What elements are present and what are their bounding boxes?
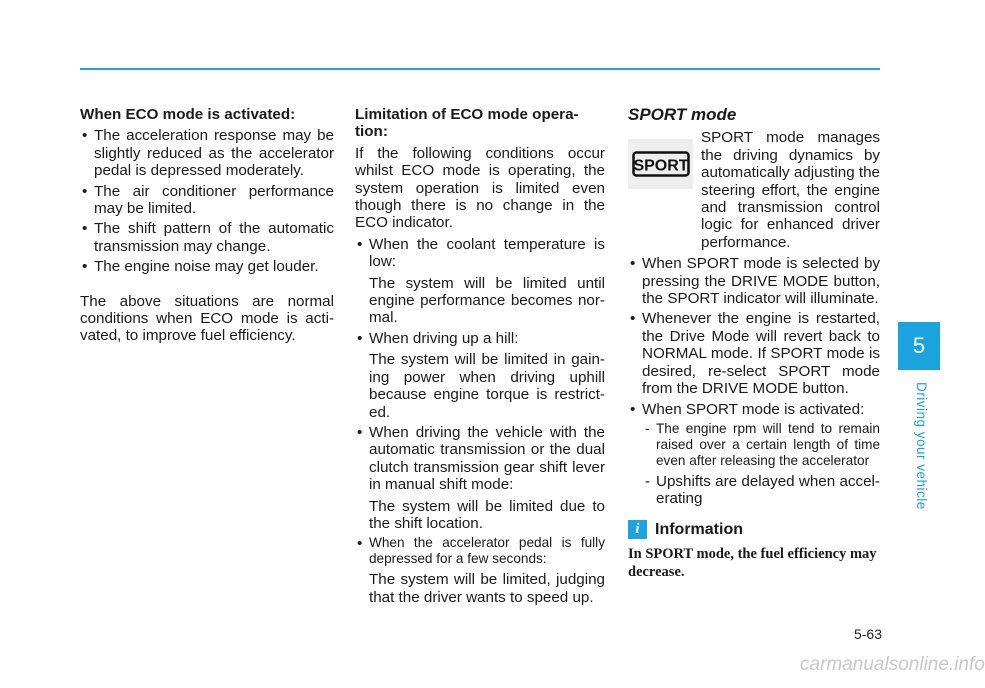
watermark: carmanualsonline.info: [800, 654, 985, 675]
eco-effects-list: [80, 127, 334, 275]
condition-detail: The system will be limited in gain-ing power when driving uphill because engine torque is restrict-ed.: [369, 351, 605, 421]
list-item: • The air conditioner performance may be limited.: [80, 183, 334, 218]
section-heading: When ECO mode is activated:: [80, 106, 296, 123]
sport-intro: SPORT mode manages the driving dynamics by automatically adjusting the steering effort, the engine and transmission control logic for enhanced driver performance.: [701, 129, 880, 251]
list-item: [628, 401, 880, 508]
list-item: [355, 424, 605, 532]
sport-icon-label: SPORT: [632, 157, 689, 175]
list-item: - The engine rpm will tend to remain raised over a certain length of time even after releasing the accelerator: [642, 421, 880, 469]
column-eco-limitation: [355, 106, 605, 609]
list-item: • The shift pattern of the automatic transmission may change.: [80, 220, 334, 255]
condition-detail: The system will be limited until engine performance becomes nor-mal.: [369, 274, 605, 327]
chapter-title: Driving your vehicle: [914, 382, 929, 510]
condition-text: • When the coolant temperature is low:: [369, 235, 605, 271]
list-item: • The engine noise may get louder.: [80, 258, 334, 275]
condition-text: • When driving the vehicle with the automatic transmission or the dual clutch transmission gear shift lever in manual shift mode:: [369, 423, 605, 494]
condition-text: • When the accelerator pedal is fully depressed for a few seconds:: [369, 535, 605, 567]
column-sport-mode: [628, 106, 880, 581]
condition-text: • When driving up a hill:: [369, 329, 519, 347]
eco-note-paragraph: The above situations are normal conditions when ECO mode is acti-vated, to improve fuel efficiency.: [80, 292, 334, 345]
information-label: Information: [655, 520, 743, 538]
list-item: [355, 330, 605, 421]
limitation-intro: If the following conditions occur whilst ECO mode is operating, the system operation is limited even though there is no change in the ECO indicator.: [355, 144, 605, 232]
limitation-list: [355, 236, 605, 606]
list-item: • Whenever the engine is restarted, the Drive Mode will revert back to NORMAL mode. If SPORT mode is desired, re-select SPORT mode from the DRIVE MODE button.: [628, 310, 880, 397]
condition-detail: The system will be limited due to the shift location.: [369, 497, 605, 532]
condition-detail: The system will be limited, judging that the driver wants to speed up.: [369, 571, 605, 606]
sport-intro-row: [628, 129, 880, 251]
list-item: [355, 535, 605, 606]
page-number: 5-63: [853, 626, 882, 642]
list-item: [355, 236, 605, 327]
section-title: SPORT mode: [628, 105, 737, 124]
header-rule: [80, 68, 880, 70]
list-item: • The acceleration response may be slightly reduced as the accelerator pedal is depressed moderately.: [80, 127, 334, 179]
sport-list: [628, 255, 880, 507]
information-text: In SPORT mode, the fuel efficiency may decrease.: [628, 545, 877, 580]
sport-effects-list: [642, 421, 880, 508]
list-item: - Upshifts are delayed when accel-erating: [642, 473, 880, 508]
section-heading: Limitation of ECO mode opera-tion:: [355, 106, 579, 141]
list-item: • When SPORT mode is selected by pressing the DRIVE MODE button, the SPORT indicator will illuminate.: [628, 255, 880, 307]
information-header: [628, 520, 880, 539]
sport-activated-text: • When SPORT mode is activated:: [642, 400, 865, 418]
info-icon: i: [628, 520, 647, 539]
chapter-number-tab: 5: [898, 322, 940, 370]
column-eco-activated: [80, 106, 334, 345]
sport-indicator-icon: [628, 139, 693, 189]
